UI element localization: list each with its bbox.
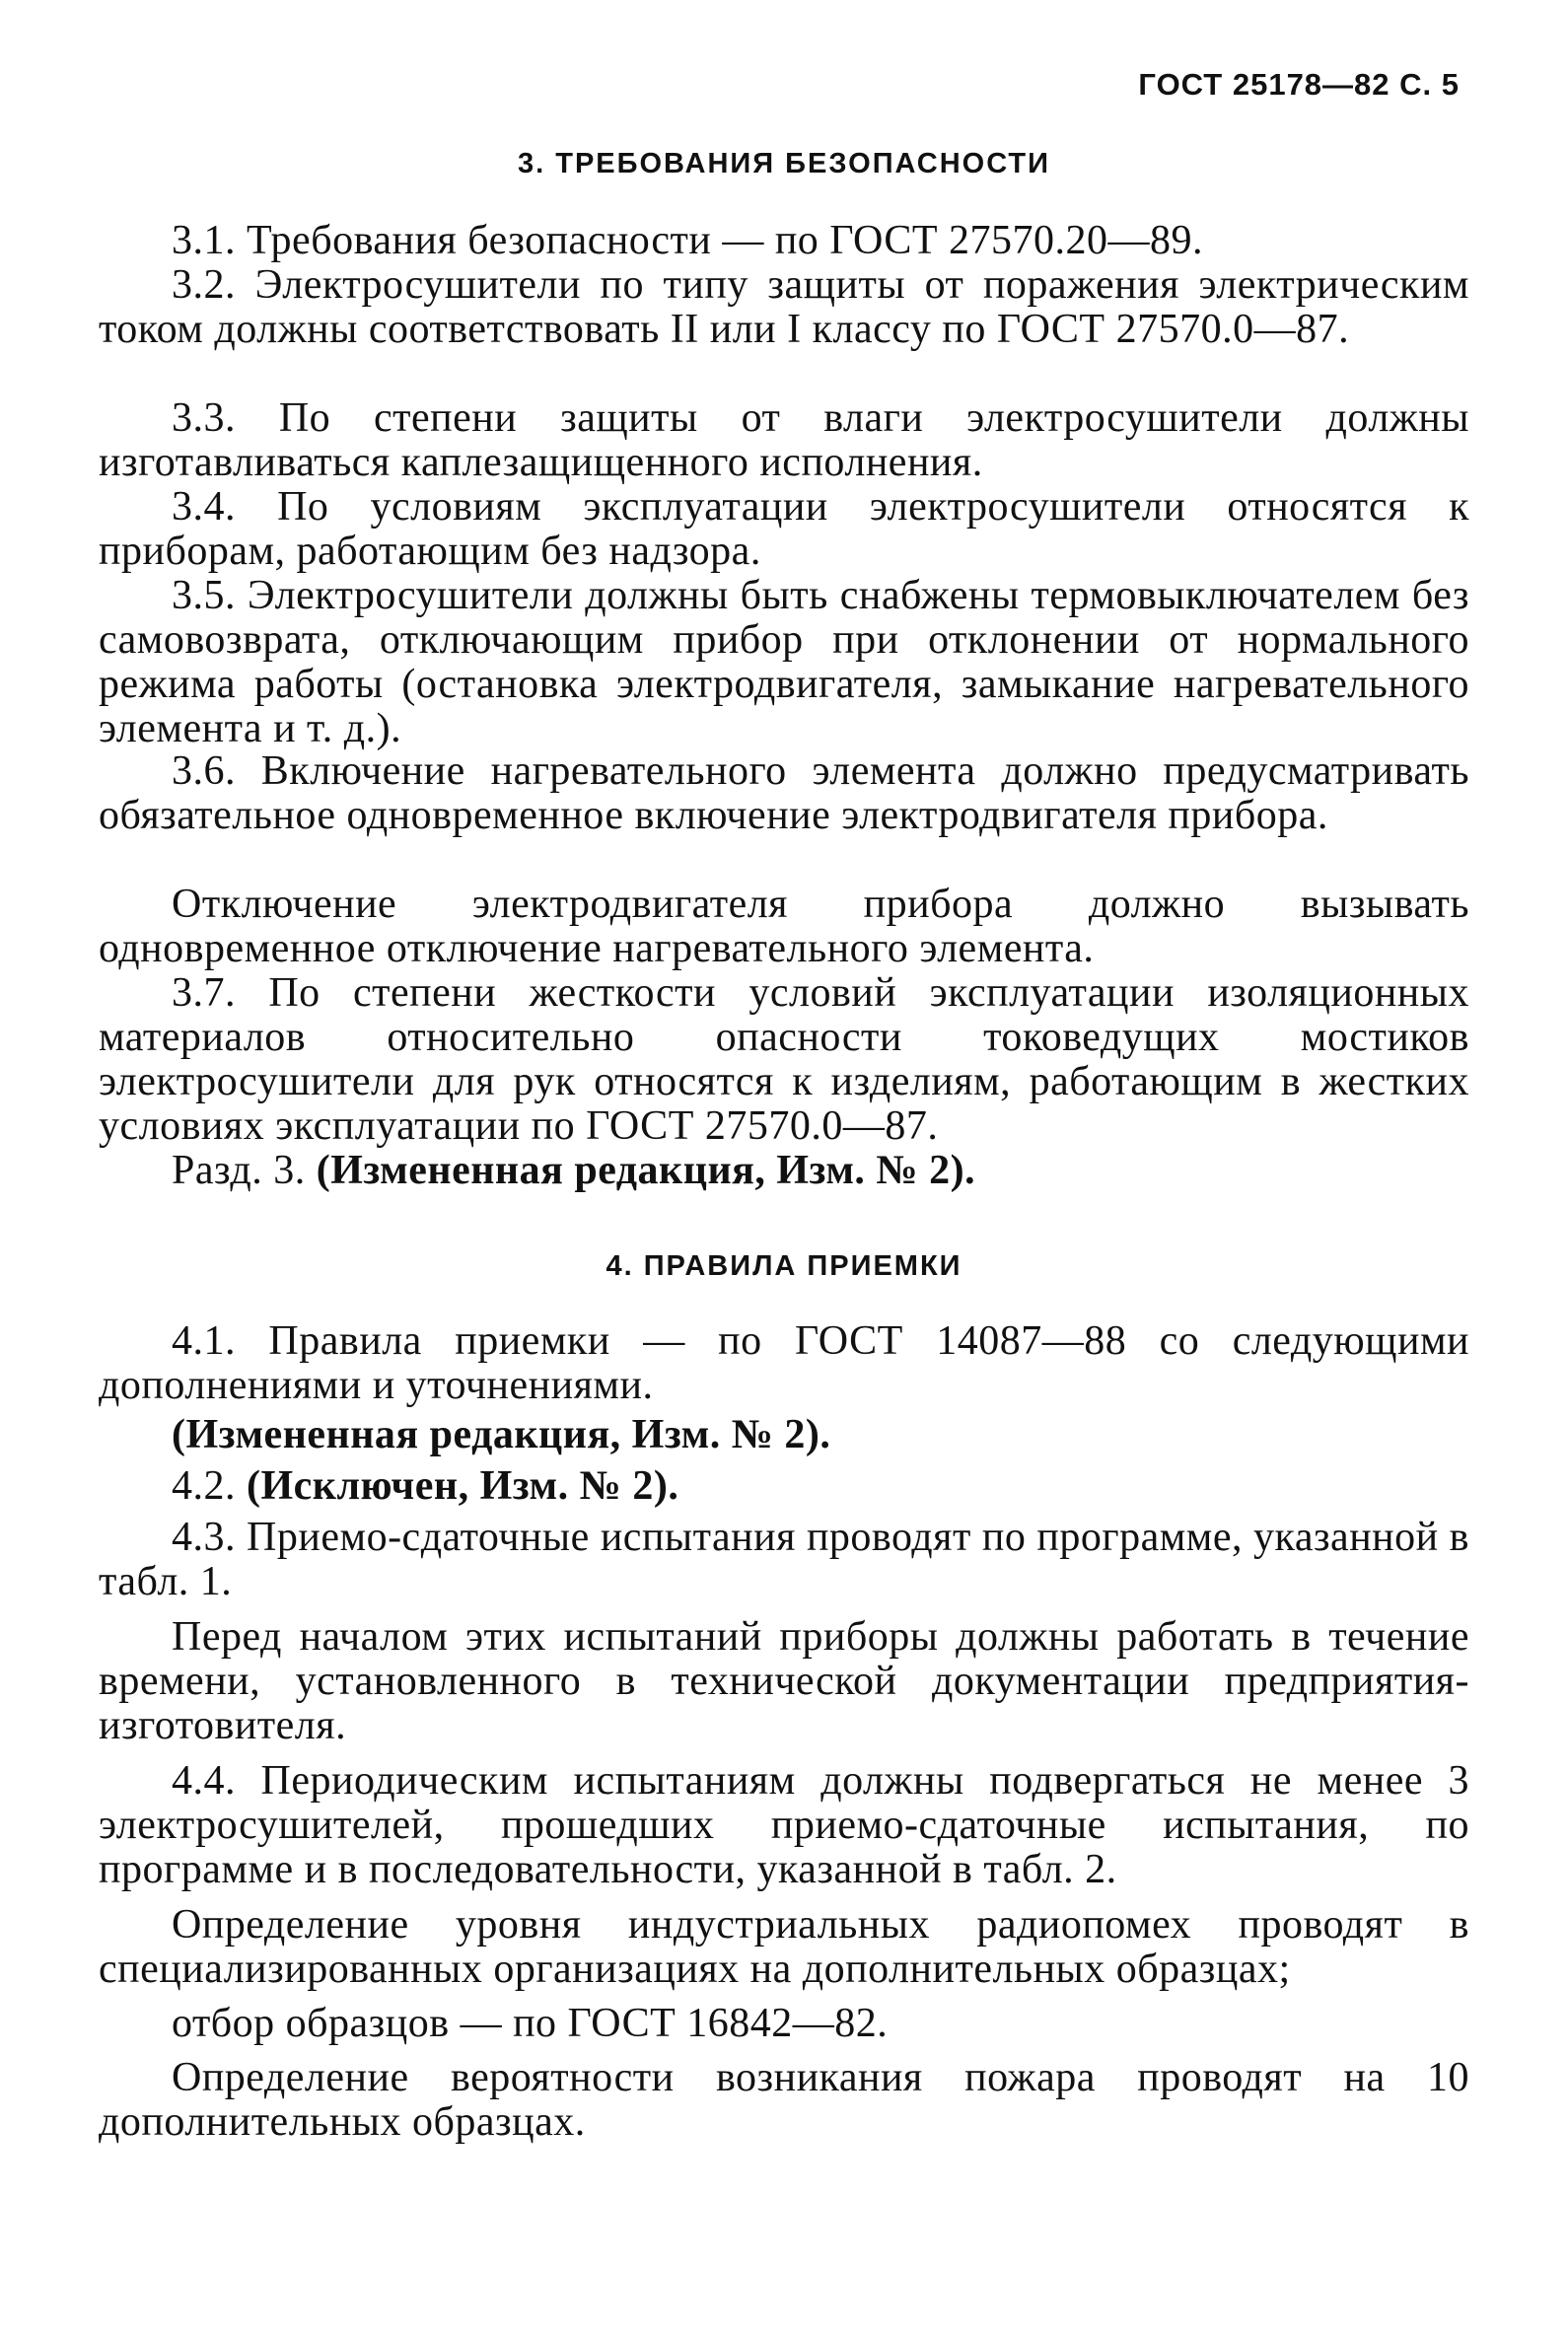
- paragraph-4-4: 4.4. Периодическим испытаниям должны подвергаться не менее 3 электросушителей, прошедших приемо-сдаточные испытания, по программе и в последовательности, указанной в табл. 2.: [99, 1758, 1469, 1892]
- paragraph-3-3: 3.3. По степени защиты от влаги электросушители должны изготавливаться каплезащищенного исполнения.: [99, 395, 1469, 485]
- paragraph-4-2-bold: (Исключен, Изм. № 2).: [247, 1463, 679, 1509]
- paragraph-3-2: 3.2. Электросушители по типу защиты от поражения электрическим током должны соответствовать II или I классу по ГОСТ 27570.0—87.: [99, 262, 1469, 352]
- paragraph-4-2-number: 4.2.: [172, 1463, 247, 1509]
- paragraph-3-1: 3.1. Требования безопасности — по ГОСТ 27570.20—89.: [172, 218, 1204, 263]
- paragraph-4-4-sampling: отбор образцов — по ГОСТ 16842—82.: [172, 2001, 889, 2046]
- paragraph-4-4-radio-interference: Определение уровня индустриальных радиопомех проводят в специализированных организациях на дополнительных образцах;: [99, 1902, 1469, 1992]
- amendment-note-bold: (Измененная редакция, Изм. № 2).: [316, 1148, 976, 1193]
- paragraph-4-1-amendment: (Измененная редакция, Изм. № 2).: [172, 1412, 831, 1457]
- amendment-note-prefix: Разд. 3.: [172, 1148, 317, 1193]
- paragraph-4-4-fire-probability: Определение вероятности возникания пожара проводят на 10 дополнительных образцах.: [99, 2055, 1469, 2145]
- section-4-heading: 4. ПРАВИЛА ПРИЕМКИ: [606, 1250, 962, 1282]
- paragraph-3-5: 3.5. Электросушители должны быть снабжены термовыключателем без самовозврата, отключающим прибор при отклонении от нормального режима работы (остановка электродвигателя, замыкание нагревательного элемента и т. д.).: [99, 573, 1469, 751]
- paragraph-3-6-continued: Отключение электродвигателя прибора должно вызывать одновременное отключение нагревательного элемента.: [99, 882, 1469, 971]
- section-3-heading: 3. ТРЕБОВАНИЯ БЕЗОПАСНОСТИ: [518, 148, 1050, 179]
- paragraph-4-3-continued: Перед началом этих испытаний приборы должны работать в течение времени, установленного в технической документации предприятия-изготовителя.: [99, 1614, 1469, 1748]
- paragraph-3-7: 3.7. По степени жесткости условий эксплуатации изоляционных материалов относительно опасности токоведущих мостиков электросушители для рук относятся к изделиям, работающим в жестких условиях эксплуатации по ГОСТ 27570.0—87.: [99, 970, 1469, 1149]
- paragraph-4-2: [99, 1464, 1469, 1509]
- running-head: ГОСТ 25178—82 С. 5: [1138, 67, 1460, 102]
- section-3-amendment-note: [99, 1149, 1469, 1193]
- paragraph-4-3: 4.3. Приемо-сдаточные испытания проводят по программе, указанной в табл. 1.: [99, 1515, 1469, 1604]
- paragraph-4-1: 4.1. Правила приемки — по ГОСТ 14087—88 со следующими дополнениями и уточнениями.: [99, 1318, 1469, 1408]
- paragraph-3-6: 3.6. Включение нагревательного элемента должно предусматривать обязательное одновременное включение электродвигателя прибора.: [99, 748, 1469, 838]
- paragraph-3-4: 3.4. По условиям эксплуатации электросушители относятся к приборам, работающим без надзора.: [99, 484, 1469, 574]
